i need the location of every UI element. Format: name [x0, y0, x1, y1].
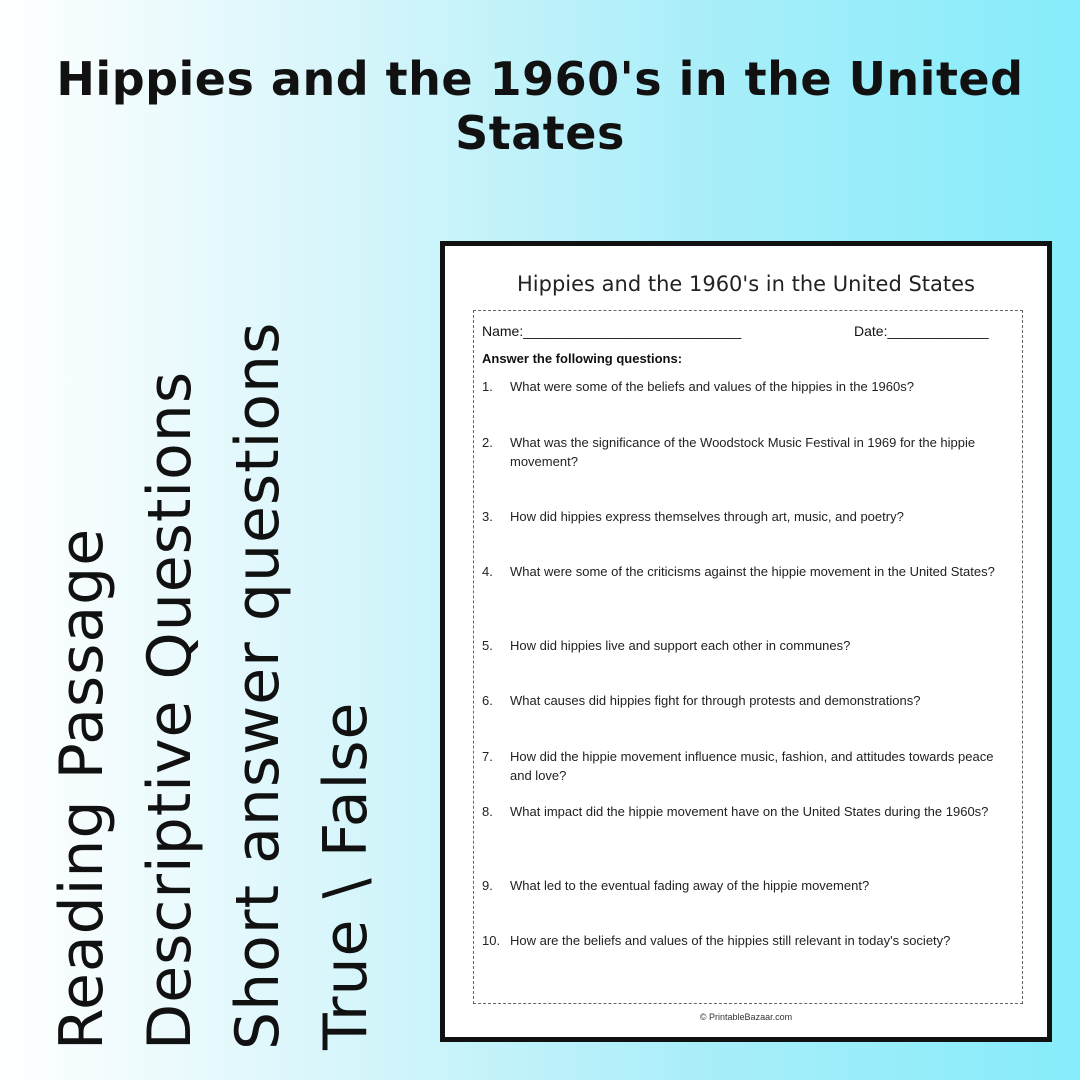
question-number: 5. [482, 638, 493, 653]
date-field: Date:_____________ [854, 323, 989, 339]
side-labels [30, 240, 390, 1050]
question-text: How are the beliefs and values of the hippies still relevant in today's society? [510, 933, 951, 948]
worksheet-title: Hippies and the 1960's in the United States [517, 272, 975, 296]
question-text: What causes did hippies fight for through protests and demonstrations? [510, 693, 921, 708]
question-number: 1. [482, 379, 493, 394]
question-number: 8. [482, 804, 493, 819]
name-field: Name:____________________________ [482, 323, 742, 339]
copyright-notice: © PrintableBazaar.com [699, 1012, 793, 1022]
question-text: What were some of the criticisms against the hippie movement in the United States? [510, 564, 995, 579]
instructions: Answer the following questions: [482, 351, 683, 366]
question-text: What led to the eventual fading away of the hippie movement? [510, 878, 870, 893]
question-box [473, 310, 1023, 1004]
question-item [482, 636, 1002, 655]
question-text: What impact did the hippie movement have on the United States during the 1960s? [510, 804, 989, 819]
question-item [482, 433, 1002, 471]
question-item [482, 931, 1002, 950]
page-title: Hippies and the 1960's in the United States [56, 52, 1024, 160]
side-label-true-false: True \ False [311, 701, 381, 1050]
question-item [482, 507, 1002, 526]
question-text: How did the hippie movement influence music, fashion, and attitudes towards peace and love? [510, 749, 994, 783]
question-number: 3. [482, 509, 493, 524]
question-text: How did hippies express themselves through art, music, and poetry? [510, 509, 904, 524]
question-number: 6. [482, 693, 493, 708]
question-number: 10. [482, 933, 501, 948]
question-number: 4. [482, 564, 493, 579]
question-item [482, 377, 1002, 396]
question-number: 2. [482, 435, 493, 450]
question-item [482, 747, 1002, 785]
question-text: How did hippies live and support each other in communes? [510, 638, 851, 653]
question-number: 9. [482, 878, 493, 893]
question-text: What were some of the beliefs and values of the hippies in the 1960s? [510, 379, 914, 394]
question-item [482, 562, 1002, 581]
question-text: What was the significance of the Woodstock Music Festival in 1969 for the hippie movement? [510, 435, 976, 469]
question-item [482, 802, 1002, 821]
side-label-reading-passage: Reading Passage [47, 527, 117, 1050]
side-label-descriptive-questions: Descriptive Questions [135, 370, 205, 1050]
question-item [482, 691, 1002, 710]
question-number: 7. [482, 749, 493, 764]
side-label-short-answer: Short answer questions [223, 321, 293, 1050]
worksheet-preview [440, 241, 1052, 1042]
question-item [482, 876, 1002, 895]
